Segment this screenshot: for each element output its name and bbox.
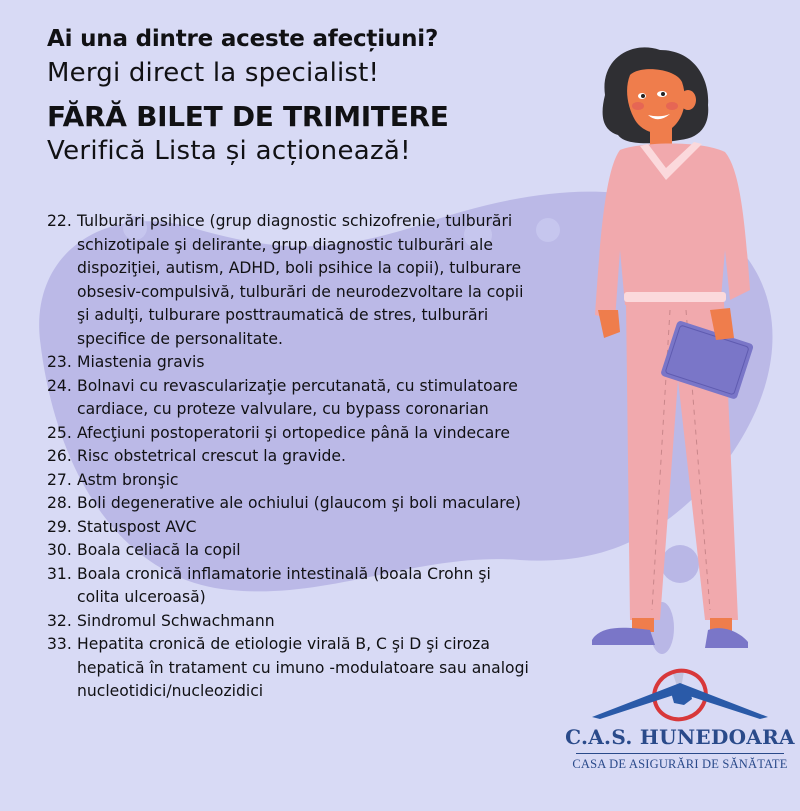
list-item xyxy=(47,563,537,610)
list-item xyxy=(47,516,537,540)
question-heading: Ai una dintre aceste afecțiuni? xyxy=(47,26,439,52)
item-number: 28. xyxy=(47,494,72,512)
list-item xyxy=(47,422,537,446)
poster-header xyxy=(47,22,449,168)
cas-hunedoara-logo xyxy=(560,665,800,772)
item-text: Sindromul Schwachmann xyxy=(77,611,275,630)
item-number: 31. xyxy=(47,564,72,583)
list-item xyxy=(47,492,537,516)
list-item xyxy=(47,633,537,704)
list-item xyxy=(47,610,537,634)
woman-with-clipboard-illustration-icon xyxy=(560,20,800,660)
item-text: Miastenia gravis xyxy=(77,353,205,371)
item-text: Astm bronşic xyxy=(77,470,179,489)
call-to-action-heading: Verifică Lista și acționează! xyxy=(47,136,411,166)
item-text: Risc obstetrical crescut la gravide. xyxy=(77,447,346,465)
no-referral-heading: FĂRĂ BILET DE TRIMITERE xyxy=(47,100,449,133)
item-number: 26. xyxy=(47,447,72,465)
logo-title: C.A.S. HUNEDOARA xyxy=(565,725,795,749)
item-number: 27. xyxy=(47,470,72,489)
item-number: 30. xyxy=(47,541,72,559)
item-number: 23. xyxy=(47,353,72,371)
item-number: 25. xyxy=(47,423,72,442)
item-number: 32. xyxy=(47,611,72,630)
logo-subtitle: CASA DE ASIGURĂRI DE SĂNĂTATE xyxy=(572,757,788,771)
item-text: Boli degenerative ale ochiului (glaucom şi boli maculare) xyxy=(77,494,521,512)
item-number: 33. xyxy=(47,635,72,653)
item-text: Boala celiacă la copil xyxy=(77,541,241,559)
list-item xyxy=(47,445,537,469)
list-item xyxy=(47,469,537,493)
list-item xyxy=(47,375,537,422)
list-item xyxy=(47,351,537,375)
item-text: Boala cronică inflamatorie intestinală (boala Crohn şi colita ulceroasă) xyxy=(77,564,491,606)
list-item xyxy=(47,210,537,351)
item-number: 24. xyxy=(47,376,72,395)
direct-specialist-heading: Mergi direct la specialist! xyxy=(47,58,380,88)
item-text: Statuspost AVC xyxy=(77,517,197,536)
item-number: 29. xyxy=(47,517,72,536)
item-text: Bolnavi cu revascularizaţie percutanată, cu stimulatoare cardiace, cu proteze valvulare, cu bypass coronarian xyxy=(77,376,518,418)
item-number: 22. xyxy=(47,212,72,230)
roof-and-ring-logo-icon xyxy=(580,665,780,723)
logo-divider xyxy=(576,753,784,754)
conditions-list xyxy=(47,210,537,704)
item-text: Hepatita cronică de etiologie virală B, C şi D şi ciroza hepatică în tratament cu imuno -modulatoare sau analogi nucleotidici/nucleozidici xyxy=(77,635,529,700)
item-text: Tulburări psihice (grup diagnostic schizofrenie, tulburări schizotipale şi delirante, grup diagnostic tulburări ale dispoziţiei, autism, ADHD, boli psihice la copii), tulburare obsesiv-compulsivă, tulburări de neurodezvoltare la copii şi adulţi, tulburare posttraumatică de stres, tulburări specifice de personalitate. xyxy=(77,212,524,348)
list-item xyxy=(47,539,537,563)
item-text: Afecţiuni postoperatorii şi ortopedice până la vindecare xyxy=(77,423,510,442)
